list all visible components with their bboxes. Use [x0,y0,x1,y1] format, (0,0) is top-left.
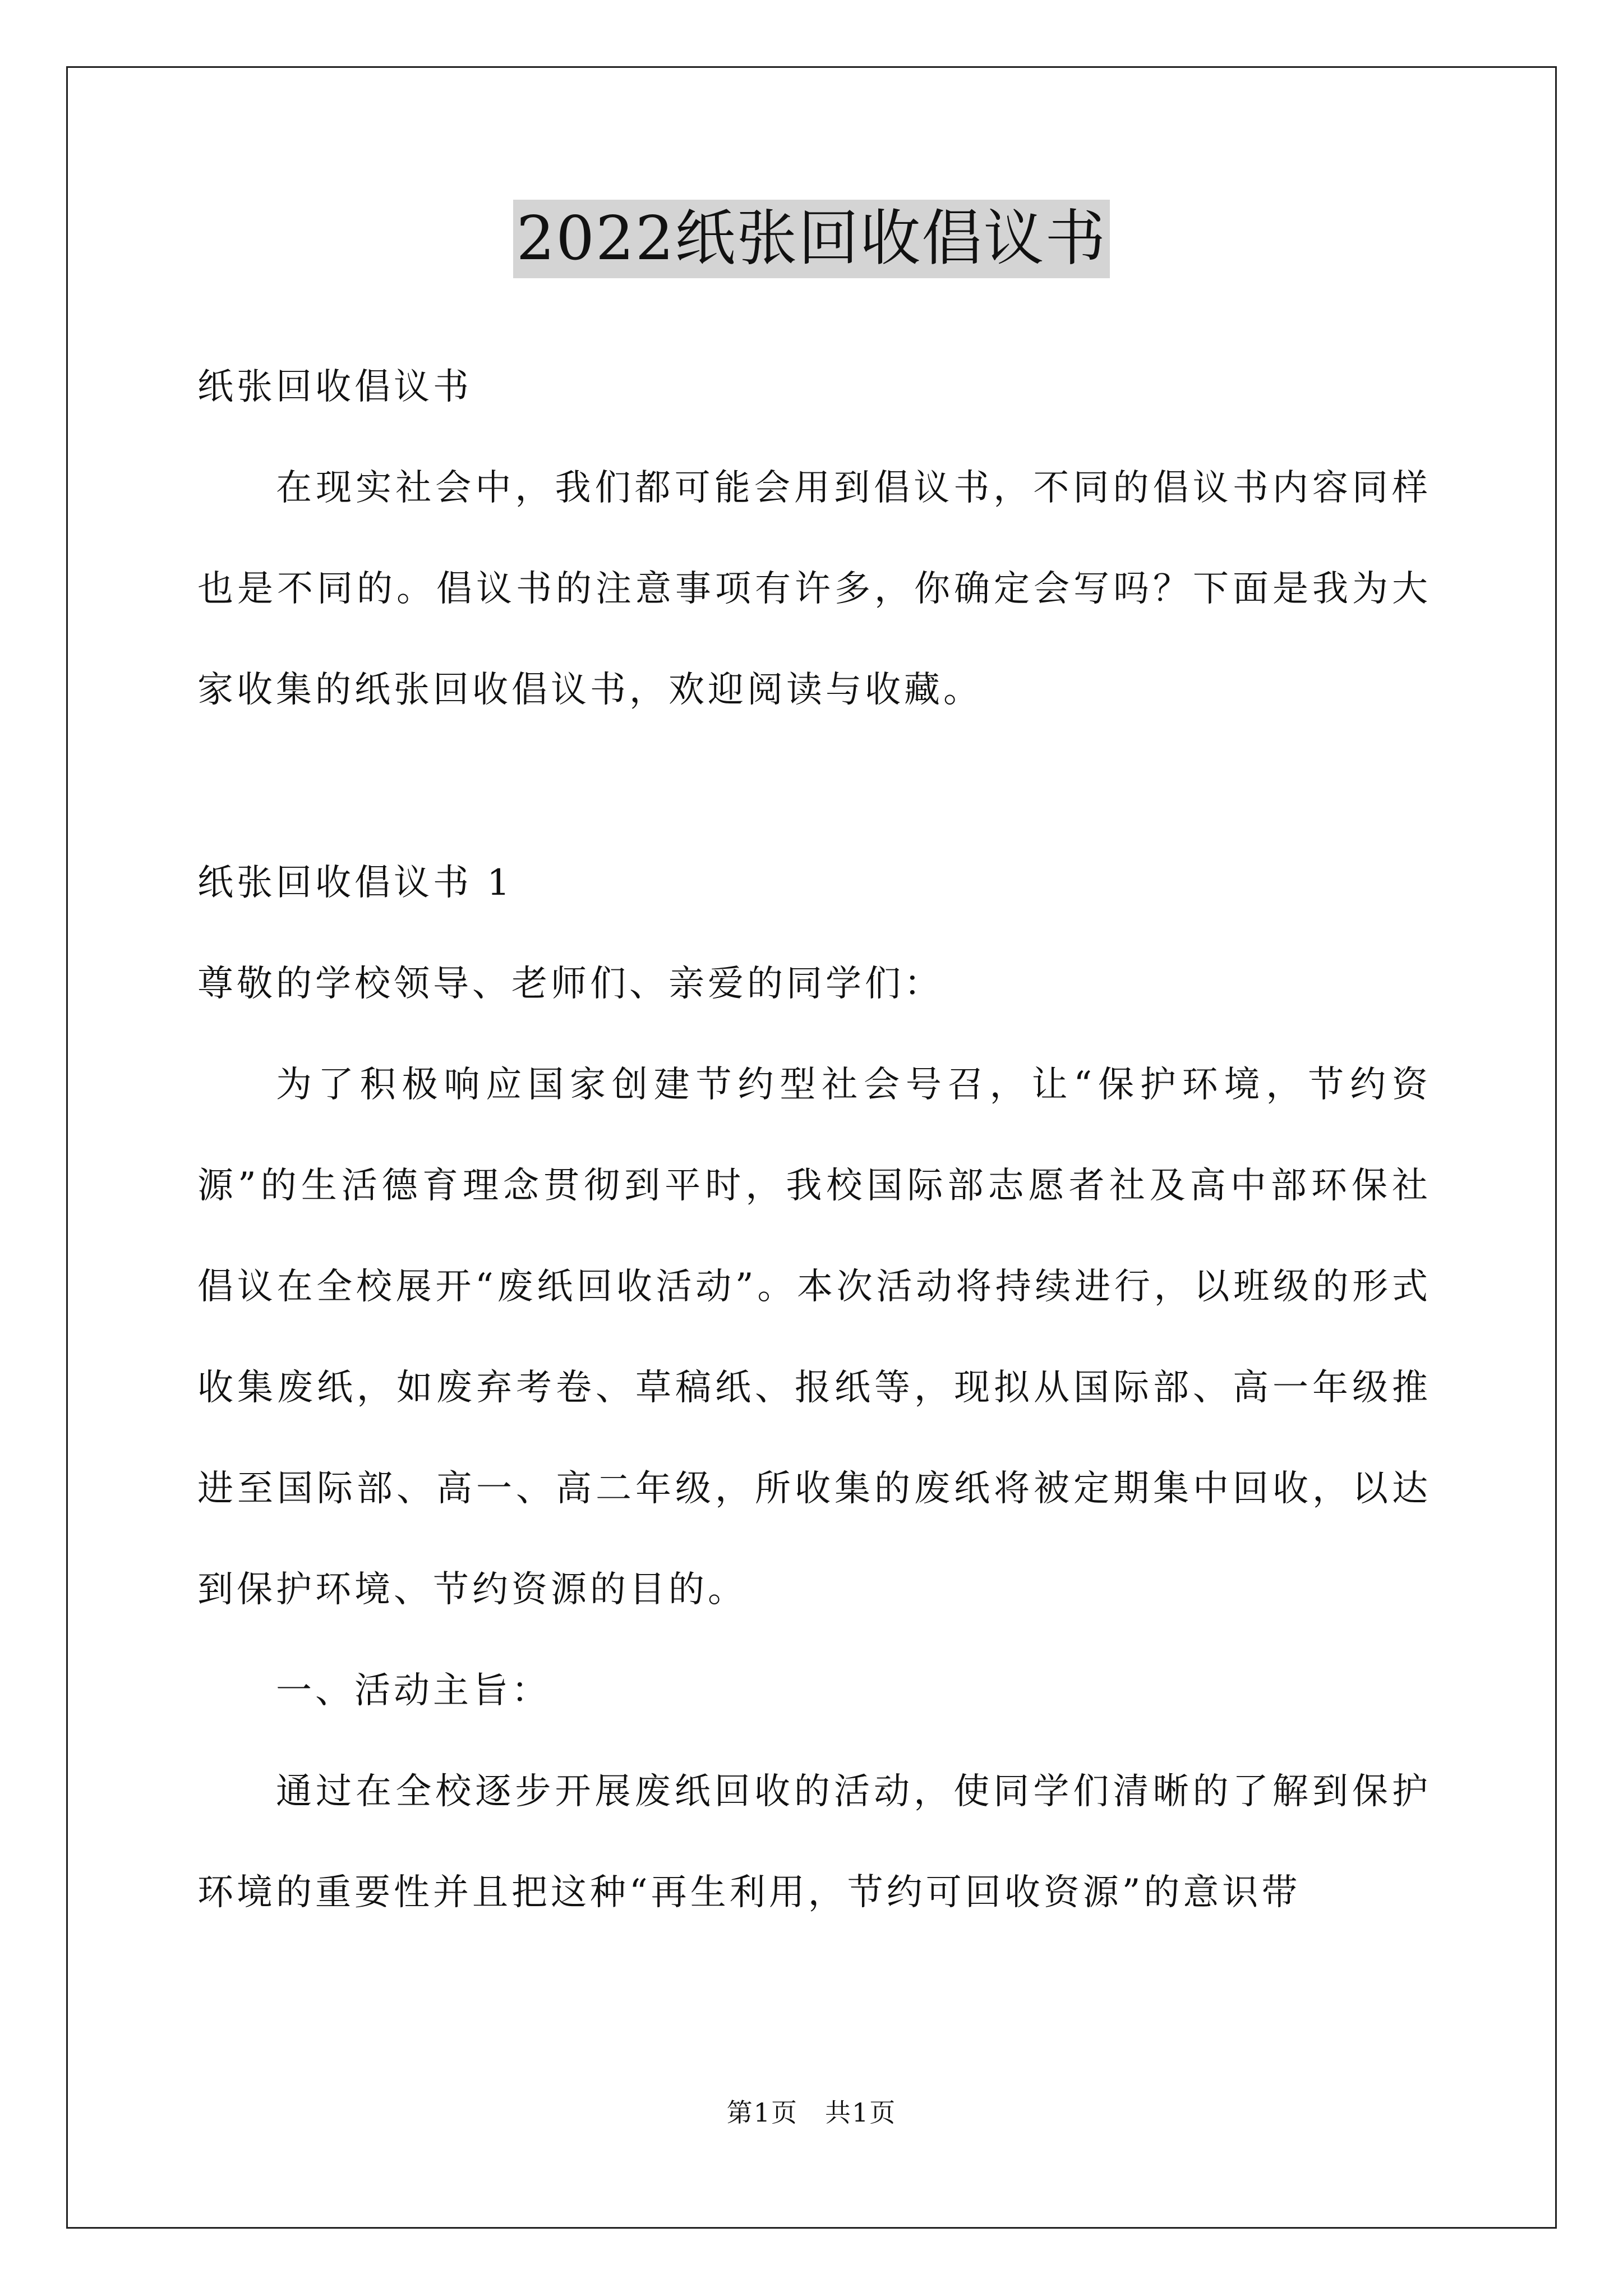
document-title: 2022纸张回收倡议书 [513,200,1110,278]
section-heading: 纸张回收倡议书 1 [197,862,514,904]
paragraph-gap [197,740,1431,832]
body-paragraph-1: 为了积极响应国家创建节约型社会号召，让“保护环境，节约资源”的生活德育理念贯彻到平时，我校国际部志愿者社及高中部环保社倡议在全校展开“废纸回收活动”。本次活动将持续进行，以班级的形式收集废纸，如废弃考卷、草稿纸、报纸等，现拟从国际部、高一年级推进至国际部、高一、高二年级，所收集的废纸将被定期集中回收，以达到保护环境、节约资源的目的。 [197,1064,1431,1611]
title-container [0,200,1623,278]
salutation: 尊敬的学校领导、老师们、亲爱的同学们： [197,963,943,1005]
body-paragraph-2: 通过在全校逐步开展废纸回收的活动，使同学们清晰的了解到保护环境的重要性并且把这种“再生利用，节约可回收资源”的意识带 [197,1771,1431,1913]
document-subtitle: 纸张回收倡议书 [197,366,472,408]
document-body [197,337,1431,1943]
page-footer: 第1页 共1页 [726,2097,897,2128]
point-heading: 一、活动主旨： [276,1670,551,1711]
intro-paragraph: 在现实社会中，我们都可能会用到倡议书，不同的倡议书内容同样也是不同的。倡议书的注意事项有许多，你确定会写吗？下面是我为大家收集的纸张回收倡议书，欢迎阅读与收藏。 [197,467,1431,711]
